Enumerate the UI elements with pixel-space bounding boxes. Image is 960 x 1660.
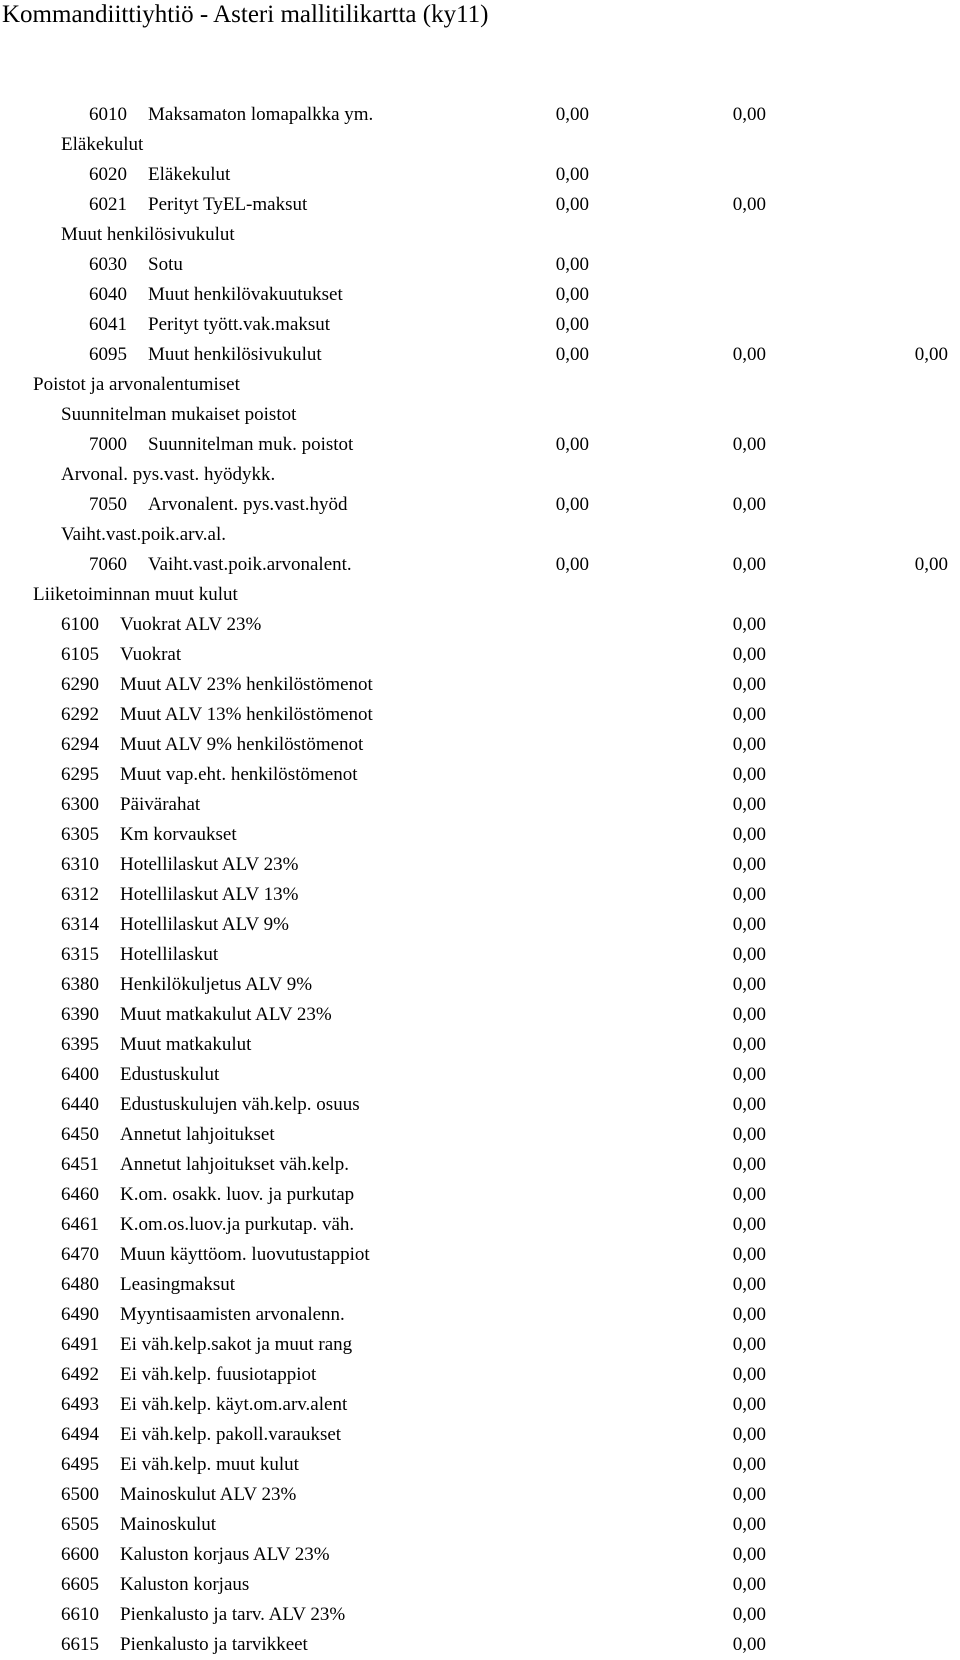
amount-col-2: 0,00 [732,944,766,965]
amount-col-2: 0,00 [732,974,766,995]
amount-col-2: 0,00 [732,1544,766,1565]
account-row [0,940,960,970]
account-name: Ei väh.kelp.sakot ja muut rang [120,1334,353,1355]
account-code: 6380 [61,974,99,995]
amount-col-2: 0,00 [732,1064,766,1085]
heading-text: Muut henkilösivukulut [61,224,235,245]
account-code: 6395 [61,1034,99,1055]
account-code: 6040 [89,284,127,305]
amount-col-2: 0,00 [732,1244,766,1265]
account-name: Hotellilaskut ALV 9% [120,914,289,935]
account-row [0,790,960,820]
account-row [0,1210,960,1240]
account-row [0,1270,960,1300]
amount-col-2: 0,00 [732,614,766,635]
amount-col-2: 0,00 [732,434,766,455]
amount-col-2: 0,00 [732,1034,766,1055]
amount-col-1: 0,00 [555,104,589,125]
account-name: Hotellilaskut ALV 13% [120,884,299,905]
account-name: Ei väh.kelp. käyt.om.arv.alent [120,1394,348,1415]
amount-col-3: 0,00 [914,554,948,575]
account-name: Muut ALV 23% henkilöstömenot [120,674,373,695]
account-name: Vuokrat ALV 23% [120,614,262,635]
account-code: 6500 [61,1484,99,1505]
account-code: 6041 [89,314,127,335]
account-name: Arvonalent. pys.vast.hyöd [148,494,348,515]
account-row [0,880,960,910]
heading-text: Eläkekulut [61,134,144,155]
account-row [0,1450,960,1480]
account-code: 6440 [61,1094,99,1115]
account-code: 6600 [61,1544,99,1565]
account-row [0,1150,960,1180]
account-name: Vaiht.vast.poik.arvonalent. [148,554,352,575]
account-row [0,610,960,640]
account-row [0,190,960,220]
account-name: Muut ALV 9% henkilöstömenot [120,734,364,755]
account-code: 6490 [61,1304,99,1325]
amount-col-2: 0,00 [732,1484,766,1505]
amount-col-2: 0,00 [732,704,766,725]
amount-col-2: 0,00 [732,1514,766,1535]
account-code: 6300 [61,794,99,815]
account-code: 6491 [61,1334,99,1355]
account-name: Km korvaukset [120,824,237,845]
heading-text: Poistot ja arvonalentumiset [33,374,240,395]
amount-col-2: 0,00 [732,1094,766,1115]
amount-col-2: 0,00 [732,1154,766,1175]
amount-col-2: 0,00 [732,344,766,365]
account-row [0,1390,960,1420]
account-row [0,1480,960,1510]
group-heading [0,520,960,550]
account-name: Edustuskulujen väh.kelp. osuus [120,1094,360,1115]
account-name: Ei väh.kelp. muut kulut [120,1454,299,1475]
amount-col-2: 0,00 [732,1274,766,1295]
amount-col-1: 0,00 [555,344,589,365]
account-row [0,910,960,940]
account-name: Kaluston korjaus ALV 23% [120,1544,330,1565]
amount-col-1: 0,00 [555,434,589,455]
amount-col-2: 0,00 [732,1424,766,1445]
account-row [0,820,960,850]
group-heading [0,220,960,250]
account-name: Pienkalusto ja tarv. ALV 23% [120,1604,346,1625]
account-row [0,670,960,700]
account-name: Hotellilaskut ALV 23% [120,854,299,875]
amount-col-2: 0,00 [732,194,766,215]
account-row [0,700,960,730]
amount-col-2: 0,00 [732,1634,766,1655]
group-heading [0,400,960,430]
account-code: 6495 [61,1454,99,1475]
account-code: 6100 [61,614,99,635]
account-name: Perityt TyEL-maksut [148,194,308,215]
account-code: 7050 [89,494,127,515]
account-code: 6480 [61,1274,99,1295]
account-code: 6390 [61,1004,99,1025]
amount-col-1: 0,00 [555,554,589,575]
amount-col-2: 0,00 [732,554,766,575]
amount-col-2: 0,00 [732,1184,766,1205]
account-name: Muut vap.eht. henkilöstömenot [120,764,358,785]
account-row [0,1360,960,1390]
account-row [0,1090,960,1120]
account-name: Eläkekulut [148,164,231,185]
amount-col-1: 0,00 [555,194,589,215]
account-code: 6461 [61,1214,99,1235]
account-code: 6494 [61,1424,99,1445]
account-row [0,310,960,340]
account-code: 6010 [89,104,127,125]
account-code: 6312 [61,884,99,905]
account-row [0,850,960,880]
account-name: Mainoskulut [120,1514,217,1535]
amount-col-2: 0,00 [732,1604,766,1625]
amount-col-2: 0,00 [732,824,766,845]
account-code: 6310 [61,854,99,875]
account-name: Kaluston korjaus [120,1574,250,1595]
amount-col-1: 0,00 [555,254,589,275]
amount-col-2: 0,00 [732,914,766,935]
account-code: 6450 [61,1124,99,1145]
account-row [0,1630,960,1660]
amount-col-2: 0,00 [732,764,766,785]
account-code: 6030 [89,254,127,275]
account-row [0,1570,960,1600]
account-code: 6400 [61,1064,99,1085]
amount-col-2: 0,00 [732,854,766,875]
account-code: 6605 [61,1574,99,1595]
account-row [0,1300,960,1330]
account-name: Muun käyttöom. luovutustappiot [120,1244,370,1265]
heading-text: Liiketoiminnan muut kulut [33,584,238,605]
account-code: 6295 [61,764,99,785]
account-name: Muut matkakulut [120,1034,252,1055]
account-row [0,340,960,370]
amount-col-2: 0,00 [732,1394,766,1415]
account-row [0,160,960,190]
account-name: Annetut lahjoitukset [120,1124,275,1145]
account-name: Maksamaton lomapalkka ym. [148,104,374,125]
account-row [0,1240,960,1270]
amount-col-1: 0,00 [555,494,589,515]
account-row [0,1060,960,1090]
group-heading [0,130,960,160]
account-code: 6305 [61,824,99,845]
account-code: 7060 [89,554,127,575]
account-row [0,1000,960,1030]
amount-col-2: 0,00 [732,884,766,905]
amount-col-2: 0,00 [732,1214,766,1235]
account-list [0,100,960,1660]
heading-text: Vaiht.vast.poik.arv.al. [61,524,226,545]
account-code: 6451 [61,1154,99,1175]
heading-text: Suunnitelman mukaiset poistot [61,404,297,425]
account-code: 6290 [61,674,99,695]
account-name: Muut matkakulut ALV 23% [120,1004,332,1025]
amount-col-2: 0,00 [732,1124,766,1145]
account-name: Vuokrat [120,644,182,665]
account-row [0,1420,960,1450]
account-code: 6615 [61,1634,99,1655]
account-name: Ei väh.kelp. fuusiotappiot [120,1364,317,1385]
account-code: 6020 [89,164,127,185]
amount-col-2: 0,00 [732,1004,766,1025]
account-row [0,490,960,520]
account-code: 7000 [89,434,127,455]
account-name: Annetut lahjoitukset väh.kelp. [120,1154,350,1175]
account-row [0,1540,960,1570]
account-code: 6492 [61,1364,99,1385]
account-row [0,1120,960,1150]
account-code: 6470 [61,1244,99,1265]
document-title: Kommandiittiyhtiö - Asteri mallitilikartta (ky11) [2,1,489,28]
account-name: K.om.os.luov.ja purkutap. väh. [120,1214,355,1235]
account-name: Ei väh.kelp. pakoll.varaukset [120,1424,342,1445]
account-code: 6315 [61,944,99,965]
account-row [0,1510,960,1540]
account-row [0,280,960,310]
account-row [0,1180,960,1210]
amount-col-2: 0,00 [732,104,766,125]
account-row [0,1330,960,1360]
account-row [0,250,960,280]
account-name: Suunnitelman muk. poistot [148,434,354,455]
group-heading [0,460,960,490]
account-name: Edustuskulut [120,1064,220,1085]
account-code: 6105 [61,644,99,665]
account-name: Pienkalusto ja tarvikkeet [120,1634,308,1655]
amount-col-2: 0,00 [732,1454,766,1475]
heading-text: Arvonal. pys.vast. hyödykk. [61,464,276,485]
account-row [0,1030,960,1060]
account-row [0,100,960,130]
amount-col-1: 0,00 [555,284,589,305]
account-row [0,550,960,580]
account-row [0,760,960,790]
account-row [0,640,960,670]
account-code: 6294 [61,734,99,755]
account-code: 6610 [61,1604,99,1625]
account-code: 6314 [61,914,99,935]
account-name: Muut henkilösivukulut [148,344,322,365]
account-name: Leasingmaksut [120,1274,236,1295]
amount-col-2: 0,00 [732,494,766,515]
account-code: 6095 [89,344,127,365]
amount-col-1: 0,00 [555,314,589,335]
section-heading [0,370,960,400]
account-code: 6493 [61,1394,99,1415]
amount-col-2: 0,00 [732,734,766,755]
account-row [0,1600,960,1630]
account-code: 6292 [61,704,99,725]
section-heading [0,580,960,610]
amount-col-2: 0,00 [732,1364,766,1385]
amount-col-2: 0,00 [732,674,766,695]
amount-col-2: 0,00 [732,644,766,665]
amount-col-2: 0,00 [732,1574,766,1595]
account-row [0,970,960,1000]
amount-col-2: 0,00 [732,794,766,815]
account-name: Mainoskulut ALV 23% [120,1484,297,1505]
account-code: 6460 [61,1184,99,1205]
amount-col-2: 0,00 [732,1304,766,1325]
account-name: K.om. osakk. luov. ja purkutap [120,1184,355,1205]
account-name: Sotu [148,254,183,275]
account-name: Päivärahat [120,794,201,815]
amount-col-1: 0,00 [555,164,589,185]
account-code: 6021 [89,194,127,215]
account-name: Henkilökuljetus ALV 9% [120,974,313,995]
account-code: 6505 [61,1514,99,1535]
account-name: Hotellilaskut [120,944,219,965]
amount-col-3: 0,00 [914,344,948,365]
account-name: Muut henkilövakuutukset [148,284,343,305]
amount-col-2: 0,00 [732,1334,766,1355]
account-name: Myyntisaamisten arvonalenn. [120,1304,345,1325]
account-row [0,430,960,460]
account-name: Muut ALV 13% henkilöstömenot [120,704,373,725]
account-row [0,730,960,760]
account-name: Perityt tyött.vak.maksut [148,314,331,335]
